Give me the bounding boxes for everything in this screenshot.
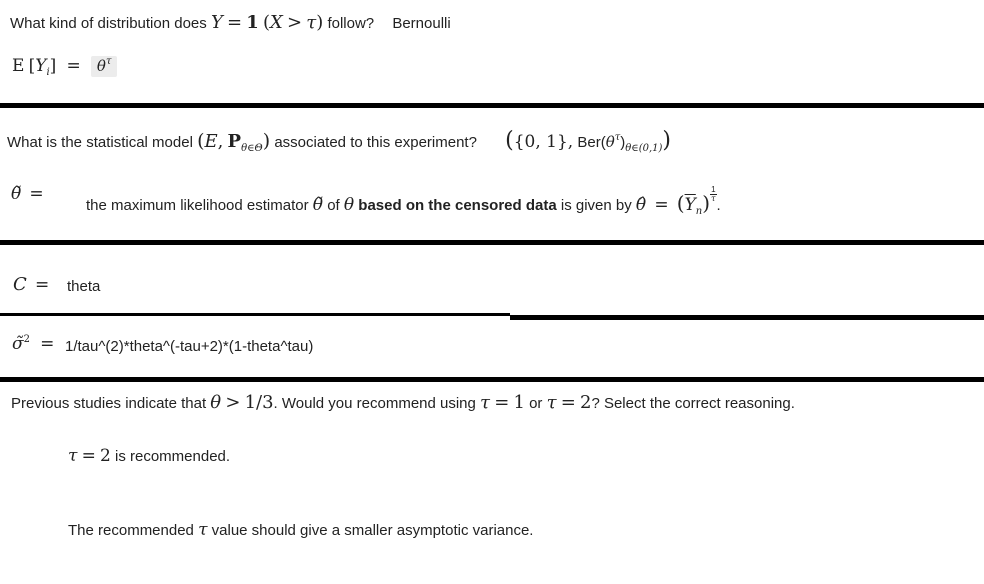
divider: [0, 377, 984, 382]
c-answer[interactable]: theta: [67, 278, 101, 295]
question-model: What is the statistical model (E, $P_{\theta\in\Theta}$) associated to this experiment? ({0, 1}, $Ber(\theta^\tau)_{\theta\in(0,1)}$): [7, 128, 672, 154]
choice-tau-2[interactable]: τ = 2 is recommended.: [68, 446, 231, 466]
divider: [510, 315, 984, 320]
sigma-answer[interactable]: 1/tau^(2)*theta^(-tau+2)*(1-theta^tau): [65, 338, 314, 355]
divider: [0, 103, 984, 108]
answer-distribution[interactable]: Bernoulli: [392, 15, 451, 32]
c-row: C =: [13, 274, 50, 295]
answer-estimator[interactable]: the maximum likelihood estimator θ̃ of θ based on the censored data is given by θ̂ = $(\overline{Y}_n)$ $\frac{1}{\tau}$ .: [86, 185, 721, 217]
divider: [0, 313, 510, 316]
answer-model[interactable]: ({0, 1}, $Ber(\theta^\tau)_{\theta\in(0,1)}$): [505, 128, 672, 154]
sigma-row: σ̃$^2$ =: [12, 334, 55, 354]
expectation-answer[interactable]: $\theta^\tau$: [91, 56, 118, 77]
question-distribution: What kind of distribution does Y = 1 (X > τ) follow? Bernoulli: [10, 12, 451, 33]
reasoning-choice[interactable]: The recommended τ value should give a smaller asymptotic variance.: [68, 520, 534, 540]
expectation-row: E $[Y_i] = \theta^\tau$: [12, 56, 117, 78]
exponent-fraction: $\frac{1}{\tau}$: [711, 185, 716, 203]
estimator-label: θ̃ =: [11, 184, 44, 204]
divider: [0, 240, 984, 245]
question-recommendation: Previous studies indicate that θ > 1/3. Would you recommend using τ = 1 or τ = 2? Select the correct reasoning.: [11, 392, 795, 413]
